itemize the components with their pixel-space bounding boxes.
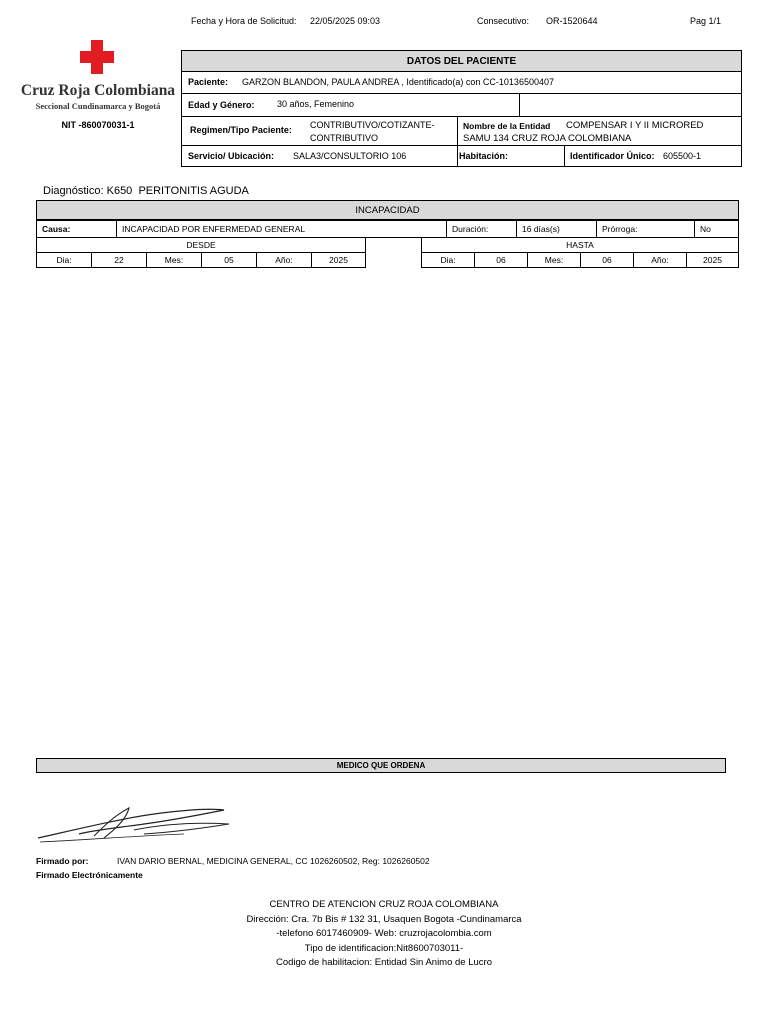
- to-month-value: 06: [580, 252, 634, 268]
- extension-label: Prórroga:: [596, 220, 695, 238]
- age-value: 30 años, Femenino: [277, 99, 355, 109]
- patient-value: GARZON BLANDON, PAULA ANDREA , Identificado(a) con CC-10136500407: [242, 77, 554, 87]
- service-cell: [181, 145, 458, 167]
- consecutive-label: Consecutivo:: [477, 16, 530, 26]
- regimen-cell: [181, 116, 458, 146]
- red-cross-logo-icon: [80, 40, 114, 74]
- unique-id-cell: [564, 145, 742, 167]
- org-name: Cruz Roja Colombiana: [20, 82, 176, 99]
- service-value: SALA3/CONSULTORIO 106: [293, 151, 407, 161]
- doctor-section-header: [36, 758, 726, 773]
- patient-row: [181, 71, 742, 94]
- from-year-value: 2025: [311, 252, 366, 268]
- diagnosis-text: PERITONITIS AGUDA: [138, 185, 249, 197]
- consecutive-value: OR-1520644: [546, 16, 598, 26]
- cause-value: INCAPACIDAD POR ENFERMEDAD GENERAL: [116, 220, 447, 238]
- doctor-section-title: MEDICO QUE ORDENA: [336, 761, 426, 770]
- cause-label: Causa:: [36, 220, 117, 238]
- entity-line1: COMPENSAR I Y II MICRORED: [566, 120, 704, 131]
- extension-value: No: [694, 220, 739, 238]
- entity-label: Nombre de la Entidad: [463, 121, 551, 131]
- footer: [0, 898, 768, 971]
- from-day-label: Dia:: [36, 252, 92, 268]
- from-title: DESDE: [36, 237, 366, 253]
- diagnosis-label: Diagnóstico:: [43, 185, 104, 197]
- age-row: [181, 93, 520, 117]
- footer-line-1: CENTRO DE ATENCION CRUZ ROJA COLOMBIANA: [269, 899, 499, 910]
- to-year-value: 2025: [686, 252, 739, 268]
- incapacity-title: INCAPACIDAD: [355, 204, 420, 216]
- request-date-label: Fecha y Hora de Solicitud:: [191, 16, 297, 26]
- duration-value: 16 días(s): [516, 220, 597, 238]
- signed-by-value: IVAN DARIO BERNAL, MEDICINA GENERAL, CC 1026260502, Reg: 1026260502: [117, 856, 430, 866]
- diagnosis-code: K650: [106, 185, 133, 197]
- request-date-value: 22/05/2025 09:03: [310, 16, 381, 26]
- room-label: Habitación:: [459, 151, 509, 161]
- unique-id-value: 605500-1: [663, 151, 702, 161]
- duration-label: Duración:: [446, 220, 517, 238]
- age-label: Edad y Género:: [188, 100, 255, 110]
- from-day-value: 22: [91, 252, 147, 268]
- patient-section-title: DATOS DEL PACIENTE: [406, 55, 517, 67]
- to-month-label: Mes:: [527, 252, 581, 268]
- unique-id-label: Identificador Único:: [570, 151, 655, 161]
- footer-line-4: Tipo de identificacion:Nit8600703011-: [304, 942, 464, 954]
- to-day-value: 06: [474, 252, 528, 268]
- regimen-label: Regimen/Tipo Paciente:: [190, 125, 292, 135]
- entity-cell: [457, 116, 742, 146]
- regimen-line1: CONTRIBUTIVO/COTIZANTE-: [310, 120, 435, 130]
- to-year-label: Año:: [633, 252, 687, 268]
- patient-label: Paciente:: [188, 77, 229, 87]
- service-label: Servicio/ Ubicación:: [188, 151, 275, 161]
- to-title: HASTA: [421, 237, 739, 253]
- room-cell: [457, 145, 565, 167]
- regimen-line2: CONTRIBUTIVO: [310, 133, 379, 143]
- to-day-label: Dia:: [421, 252, 475, 268]
- from-month-value: 05: [201, 252, 257, 268]
- entity-line2: SAMU 134 CRUZ ROJA COLOMBIANA: [463, 133, 632, 144]
- patient-section-header: [181, 50, 742, 72]
- footer-line-5: Codigo de habilitacion: Entidad Sin Animo de Lucro: [275, 957, 492, 968]
- org-subname: Seccional Cundinamarca y Bogotá: [35, 101, 161, 111]
- signed-electronically: Firmado Electrónicamente: [36, 870, 143, 880]
- footer-line-3: -telefono 6017460909- Web: cruzrojacolombia.com: [276, 928, 492, 939]
- page-number: Pag 1/1: [690, 16, 722, 26]
- from-month-label: Mes:: [146, 252, 202, 268]
- footer-line-2: Dirección: Cra. 7b Bis # 132 31, Usaquen Bogota -Cundinamarca: [246, 913, 522, 925]
- age-row-empty-cell: [519, 93, 742, 117]
- signature-image: [34, 800, 234, 848]
- diagnosis-line: [43, 185, 249, 197]
- signed-by-label: Firmado por:: [36, 856, 89, 866]
- incapacity-header: [36, 200, 739, 220]
- org-nit: NIT -860070031-1: [61, 120, 135, 130]
- from-year-label: Año:: [256, 252, 312, 268]
